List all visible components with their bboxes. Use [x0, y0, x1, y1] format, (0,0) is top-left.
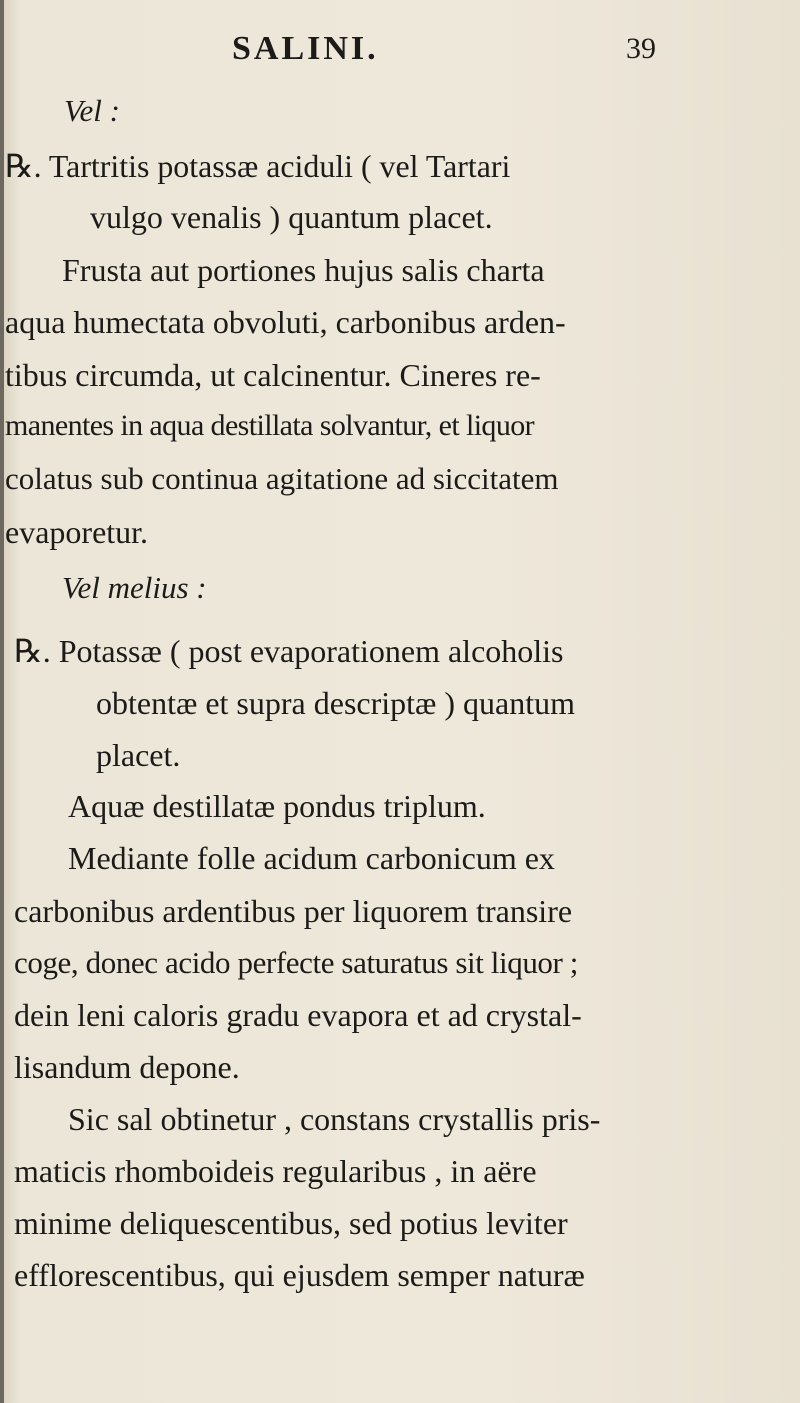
text-line: vulgo venalis ) quantum placet.: [90, 199, 493, 235]
page-header: [0, 20, 800, 70]
section-heading: Vel melius :: [62, 570, 207, 605]
section-heading: Vel :: [64, 93, 120, 128]
text-line: dein leni caloris gradu evapora et ad crystal-: [14, 997, 582, 1033]
text-line: minime deliquescentibus, sed potius leviter: [14, 1205, 568, 1241]
text-line: Aquæ destillatæ pondus triplum.: [68, 788, 486, 824]
text-line: Sic sal obtinetur , constans crystallis pris-: [68, 1101, 601, 1137]
text-line: Mediante folle acidum carbonicum ex: [68, 840, 555, 876]
text-line: maticis rhomboideis regularibus , in aëre: [14, 1153, 537, 1189]
text-line: efflorescentibus, qui ejusdem semper naturæ: [14, 1257, 585, 1293]
text-line: colatus sub continua agitatione ad siccitatem: [5, 461, 559, 496]
text-line: tibus circumda, ut calcinentur. Cineres re-: [5, 357, 541, 393]
text-line: obtentæ et supra descriptæ ) quantum: [96, 685, 576, 721]
page-number: 39: [626, 32, 656, 65]
running-head: SALINI.: [232, 30, 379, 67]
text-line: aqua humectata obvoluti, carbonibus arden-: [5, 304, 566, 340]
text-line: carbonibus ardentibus per liquorem transire: [14, 893, 573, 929]
text-line: manentes in aqua destillata solvantur, et liquor: [5, 409, 535, 442]
text-line: lisandum depone.: [14, 1049, 240, 1085]
text-line: ℞. Tartritis potassæ aciduli ( vel Tartari: [5, 148, 511, 184]
text-line: evaporetur.: [5, 514, 149, 550]
text-line: Frusta aut portiones hujus salis charta: [62, 252, 545, 288]
text-line: ℞. Potassæ ( post evaporationem alcoholis: [14, 633, 564, 669]
text-line: coge, donec acido perfecte saturatus sit liquor ;: [14, 945, 579, 980]
page-gutter: [0, 0, 4, 1403]
text-line: placet.: [96, 737, 181, 773]
